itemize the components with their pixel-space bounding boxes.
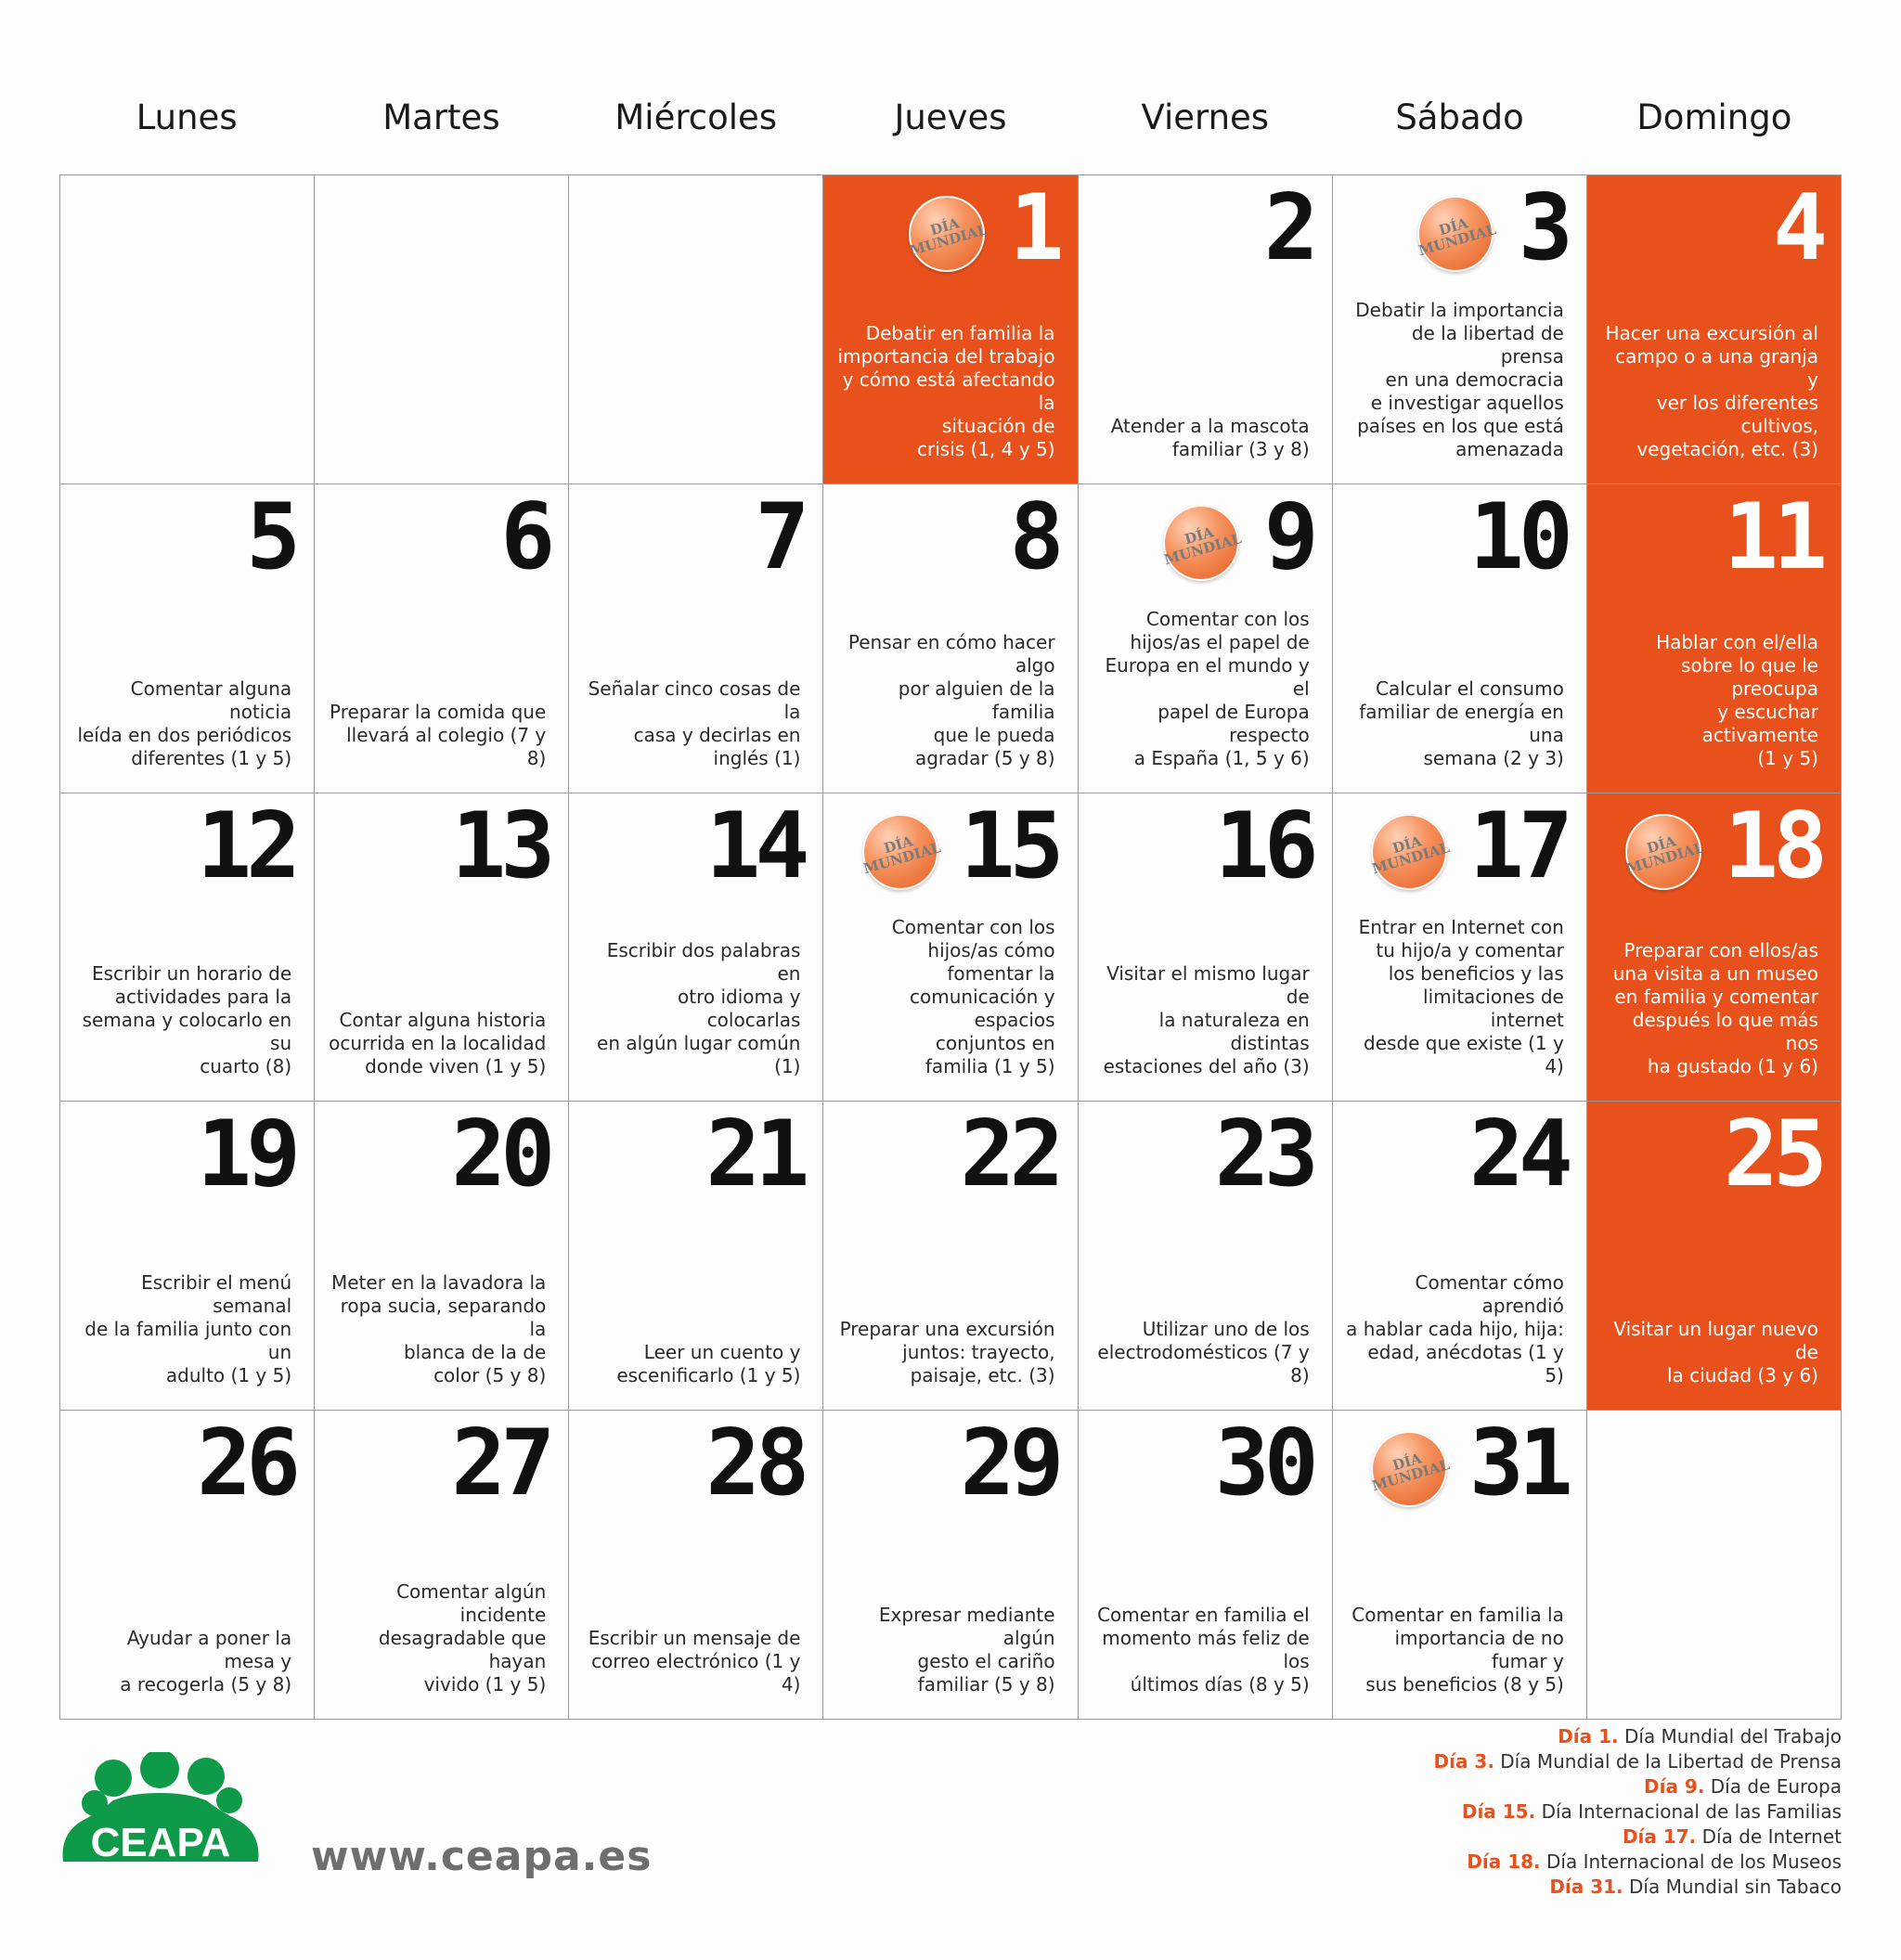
legend-day-label: Día 31. — [1549, 1876, 1623, 1898]
day-cell-26 — [60, 1411, 315, 1720]
badge-label: DÍA MUNDIAL — [1162, 523, 1244, 568]
dia-mundial-badge-icon — [1162, 505, 1244, 581]
day-cell-22 — [823, 1102, 1078, 1411]
activity-text: Comentar cómo aprendió a hablar cada hijo, hija: edad, anécdotas (1 y 5) — [1346, 1271, 1564, 1387]
legend-day-description: Día Mundial del Trabajo — [1623, 1725, 1842, 1747]
day-number: 17 — [1468, 793, 1568, 899]
day-number: 3 — [1518, 175, 1568, 281]
day-cell-15 — [823, 793, 1078, 1102]
day-cell-13 — [315, 793, 569, 1102]
weekday-sunday: Domingo — [1636, 97, 1792, 137]
badge-label: DÍA MUNDIAL — [907, 214, 989, 260]
day-cell-5 — [60, 484, 315, 793]
day-number: 31 — [1468, 1411, 1568, 1517]
weekday-friday: Viernes — [1141, 97, 1270, 137]
day-cell-30 — [1079, 1411, 1333, 1720]
activity-text: Entrar en Internet con tu hijo/a y comentar los beneficios y las limitaciones de internet desde que existe (1 y 4) — [1358, 916, 1564, 1078]
day-cell-28 — [569, 1411, 823, 1720]
day-cell-17 — [1333, 793, 1587, 1102]
day-number: 19 — [197, 1102, 296, 1208]
day-cell-23 — [1079, 1102, 1333, 1411]
empty-cell — [60, 175, 315, 484]
badge-label: DÍA MUNDIAL — [1624, 832, 1706, 877]
day-number: 16 — [1214, 793, 1313, 899]
activity-text: Comentar en familia el momento más feliz de los últimos días (8 y 5) — [1097, 1603, 1310, 1696]
legend-day-description: Día de Internet — [1701, 1825, 1842, 1848]
day-cell-4 — [1587, 175, 1842, 484]
activity-text: Escribir un mensaje de correo electrónico (1 y 4) — [588, 1626, 801, 1696]
legend-day-label: Día 3. — [1433, 1750, 1494, 1773]
dia-mundial-badge-icon — [1624, 814, 1706, 890]
dia-mundial-badge-icon — [1416, 196, 1498, 272]
legend-item — [1433, 1774, 1842, 1799]
weekday-monday: Lunes — [136, 97, 238, 137]
day-cell-11 — [1587, 484, 1842, 793]
day-cell-10 — [1333, 484, 1587, 793]
day-number: 2 — [1263, 175, 1313, 281]
activity-text: Expresar mediante algún gesto el cariño familiar (5 y 8) — [878, 1603, 1055, 1696]
day-number: 25 — [1723, 1102, 1822, 1208]
day-cell-31 — [1333, 1411, 1587, 1720]
activity-text: Debatir en familia la importancia del trabajo y cómo está afectando la situación de crisis (1, 4 y 5) — [837, 321, 1055, 460]
website-url[interactable]: www.ceapa.es — [311, 1833, 653, 1880]
legend-item — [1433, 1850, 1842, 1875]
day-number: 7 — [755, 484, 805, 590]
activity-text: Comentar en familia la importancia de no fumar y sus beneficios (8 y 5) — [1351, 1603, 1564, 1696]
dia-mundial-badge-icon — [1370, 1431, 1452, 1507]
day-cell-20 — [315, 1102, 569, 1411]
activity-text: Calcular el consumo familiar de energía en una semana (2 y 3) — [1359, 677, 1564, 769]
activity-text: Comentar con los hijos/as cómo fomentar la comunicación y espacios conjuntos en familia (1 y 5) — [891, 916, 1055, 1078]
day-number: 12 — [197, 793, 296, 899]
activity-text: Escribir el menú semanal de la familia junto con un adulto (1 y 5) — [84, 1271, 292, 1387]
weekday-tuesday: Martes — [382, 97, 500, 137]
day-number: 21 — [705, 1102, 805, 1208]
empty-cell — [1587, 1411, 1842, 1720]
day-number: 27 — [451, 1411, 550, 1517]
activity-text: Meter en la lavadora la ropa sucia, separando la blanca de la de color (5 y 8) — [331, 1271, 547, 1387]
day-cell-2 — [1079, 175, 1333, 484]
activity-text: Atender a la mascota familiar (3 y 8) — [1110, 414, 1310, 460]
ceapa-logo-text: CEAPA — [90, 1820, 231, 1865]
activity-text: Hacer una excursión al campo o a una granja y ver los diferentes cultivos, vegetación, etc. (3) — [1605, 321, 1818, 460]
day-number: 14 — [705, 793, 805, 899]
day-cell-9 — [1079, 484, 1333, 793]
legend-day-description: Día Mundial sin Tabaco — [1629, 1876, 1842, 1898]
day-number: 22 — [960, 1102, 1059, 1208]
day-cell-6 — [315, 484, 569, 793]
badge-label: DÍA MUNDIAL — [1370, 1450, 1452, 1495]
legend-day-label: Día 1. — [1558, 1725, 1619, 1747]
legend-item — [1433, 1799, 1842, 1825]
day-number: 13 — [451, 793, 550, 899]
legend-item — [1433, 1875, 1842, 1900]
calendar-grid — [59, 174, 1842, 1720]
legend-item — [1433, 1825, 1842, 1850]
legend-day-description: Día Internacional de las Familias — [1541, 1800, 1842, 1823]
legend-day-description: Día Internacional de los Museos — [1546, 1850, 1842, 1873]
weekday-wednesday: Miércoles — [614, 97, 778, 137]
activity-text: Preparar la comida que llevará al colegio (7 y 8) — [330, 700, 547, 769]
legend-item — [1433, 1724, 1842, 1749]
dia-mundial-badge-icon — [860, 814, 943, 890]
legend-item — [1433, 1749, 1842, 1774]
day-number: 29 — [960, 1411, 1059, 1517]
day-number: 23 — [1214, 1102, 1313, 1208]
day-number: 28 — [705, 1411, 805, 1517]
day-number: 18 — [1723, 793, 1822, 899]
empty-cell — [315, 175, 569, 484]
activity-text: Hablar con el/ella sobre lo que le preocupa y escuchar activamente (1 y 5) — [1656, 630, 1818, 769]
activity-text: Comentar algún incidente desagradable que hayan vivido (1 y 5) — [378, 1580, 547, 1696]
day-number: 30 — [1214, 1411, 1313, 1517]
day-cell-24 — [1333, 1102, 1587, 1411]
dia-mundial-badge-icon — [1370, 814, 1452, 890]
empty-cell — [569, 175, 823, 484]
activity-text: Comentar alguna noticia leída en dos periódicos diferentes (1 y 5) — [77, 677, 292, 769]
activity-text: Escribir dos palabras en otro idioma y colocarlas en algún lugar común (1) — [597, 939, 801, 1078]
activity-text: Comentar con los hijos/as el papel de Europa en el mundo y el papel de Europa respecto a España (1, 5 y 6) — [1105, 607, 1310, 769]
activity-text: Pensar en cómo hacer algo por alguien de la familia que le pueda agradar (5 y 8) — [847, 630, 1055, 769]
day-cell-29 — [823, 1411, 1078, 1720]
day-number: 15 — [960, 793, 1059, 899]
activity-text: Visitar un lugar nuevo de la ciudad (3 y 6) — [1613, 1318, 1818, 1387]
activity-text: Ayudar a poner la mesa y a recogerla (5 y 8) — [120, 1626, 292, 1696]
weekday-header — [59, 97, 1842, 162]
legend-day-label: Día 15. — [1461, 1800, 1536, 1823]
day-number: 24 — [1468, 1102, 1568, 1208]
day-number: 10 — [1468, 484, 1568, 590]
day-number: 6 — [500, 484, 550, 590]
day-cell-1 — [823, 175, 1078, 484]
ceapa-logo — [58, 1752, 264, 1873]
day-cell-3 — [1333, 175, 1587, 484]
day-number: 9 — [1263, 484, 1313, 590]
badge-label: DÍA MUNDIAL — [860, 832, 943, 877]
day-cell-19 — [60, 1102, 315, 1411]
weekday-thursday: Jueves — [894, 97, 1007, 137]
activity-text: Escribir un horario de actividades para la semana y colocarlo en su cuarto (8) — [82, 962, 292, 1078]
day-cell-14 — [569, 793, 823, 1102]
day-number: 5 — [246, 484, 296, 590]
legend-day-description: Día de Europa — [1710, 1775, 1842, 1798]
legend — [1433, 1724, 1842, 1900]
dia-mundial-badge-icon — [907, 196, 989, 272]
day-cell-16 — [1079, 793, 1333, 1102]
day-number: 20 — [451, 1102, 550, 1208]
badge-label: DÍA MUNDIAL — [1370, 832, 1452, 877]
day-cell-27 — [315, 1411, 569, 1720]
activity-text: Contar alguna historia ocurrida en la localidad donde viven (1 y 5) — [329, 1009, 547, 1078]
activity-text: Debatir la importancia de la libertad de prensa en una democracia e investigar aquellos países en los que está amenazada — [1355, 298, 1564, 460]
day-cell-7 — [569, 484, 823, 793]
day-cell-8 — [823, 484, 1078, 793]
activity-text: Visitar el mismo lugar de la naturaleza en distintas estaciones del año (3) — [1103, 962, 1310, 1078]
activity-text: Preparar una excursión juntos: trayecto, paisaje, etc. (3) — [839, 1318, 1055, 1387]
badge-label: DÍA MUNDIAL — [1416, 214, 1498, 260]
legend-day-label: Día 9. — [1643, 1775, 1705, 1798]
activity-text: Preparar con ellos/as una visita a un museo en familia y comentar después lo que más nos ha gustado (1 y 6) — [1612, 939, 1818, 1078]
weekday-saturday: Sábado — [1395, 97, 1524, 137]
day-number: 4 — [1772, 175, 1822, 281]
day-number: 8 — [1009, 484, 1059, 590]
day-cell-21 — [569, 1102, 823, 1411]
day-number: 1 — [1009, 175, 1059, 281]
day-cell-18 — [1587, 793, 1842, 1102]
activity-text: Leer un cuento y escenificarlo (1 y 5) — [616, 1341, 801, 1387]
legend-day-description: Día Mundial de la Libertad de Prensa — [1500, 1750, 1842, 1773]
day-number: 11 — [1723, 484, 1822, 590]
day-cell-12 — [60, 793, 315, 1102]
activity-text: Utilizar uno de los electrodomésticos (7 y 8) — [1097, 1318, 1310, 1387]
activity-text: Señalar cinco cosas de la casa y decirlas en inglés (1) — [588, 677, 801, 769]
legend-day-label: Día 18. — [1467, 1850, 1541, 1873]
day-number: 26 — [197, 1411, 296, 1517]
legend-day-label: Día 17. — [1622, 1825, 1697, 1848]
day-cell-25 — [1587, 1102, 1842, 1411]
